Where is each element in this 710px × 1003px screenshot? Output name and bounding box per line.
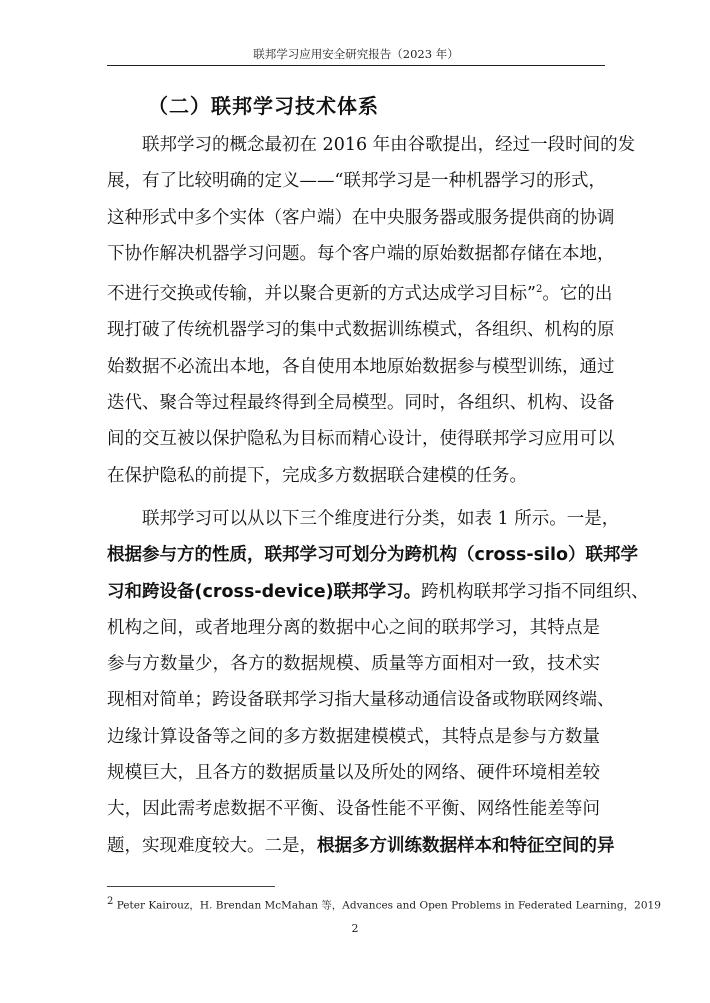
- running-header: 联邦学习应用安全研究报告（2023 年）: [253, 47, 459, 61]
- text-line: 参与方数量少，各方的数据规模、质量等方面相对一致，技术实: [107, 654, 600, 675]
- section-heading: （二）联邦学习技术体系: [148, 94, 379, 118]
- text-line: 大，因此需考虑数据不平衡、设备性能不平衡、网络性能差等问: [107, 799, 600, 820]
- text-segment-bold: 根据多方训练数据样本和特征空间的异: [317, 835, 615, 856]
- text-segment: 不进行交换或传输，并以聚合更新的方式达成学习目标”: [107, 284, 536, 305]
- text-segment: 。它的出: [542, 284, 613, 305]
- text-line: 始数据不必流出本地，各自使用本地原始数据参与模型训练，通过: [107, 356, 615, 377]
- text-line: 间的交互被以保护隐私为目标而精心设计，使得联邦学习应用可以: [107, 429, 615, 450]
- text-line: 现相对简单；跨设备联邦学习指大量移动通信设备或物联网终端、: [107, 690, 615, 711]
- text-line: [107, 272, 613, 312]
- text-line: 现打破了传统机器学习的集中式数据训练模式，各组织、机构的原: [107, 320, 615, 341]
- footnote-rule: [107, 886, 275, 887]
- text-segment: 题，实现难度较大。二是，: [107, 835, 317, 856]
- text-line: 这种形式中多个实体（客户端）在中央服务器或服务提供商的协调: [107, 207, 615, 228]
- text-line: 迭代、聚合等过程最终得到全局模型。同时，各组织、机构、设备: [107, 392, 615, 413]
- footnote-marker: 2: [107, 896, 114, 907]
- text-line-bold: 根据参与方的性质，联邦学习可划分为跨机构（cross-silo）联邦学: [107, 545, 639, 566]
- text-line: 联邦学习的概念最初在 2016 年由谷歌提出，经过一段时间的发: [142, 135, 636, 155]
- footnote-reference[interactable]: 2: [535, 284, 543, 296]
- text-line: 规模巨大，且各方的数据质量以及所处的网络、硬件环境相差较: [107, 763, 600, 784]
- text-line: 下协作解决机器学习问题。每个客户端的原始数据都存储在本地，: [107, 243, 615, 264]
- text-segment: 跨机构联邦学习指不同组织、: [421, 581, 649, 602]
- text-line: 展，有了比较明确的定义——“联邦学习是一种机器学习的形式，: [107, 171, 606, 192]
- text-segment-bold: 习和跨设备(cross-device)联邦学习。: [107, 581, 422, 602]
- paragraph-classification: [107, 501, 649, 864]
- page-number: 2: [351, 922, 359, 935]
- footnote: [107, 896, 661, 913]
- text-line: 联邦学习可以从以下三个维度进行分类，如表 1 所示。一是，: [142, 509, 620, 529]
- footnote-text: Peter Kairouz，H. Brendan McMahan 等，Advances and Open Problems in Federated Learning，2019: [116, 899, 661, 912]
- text-line: 在保护隐私的前提下，完成多方数据联合建模的任务。: [107, 465, 527, 486]
- text-line: [107, 828, 615, 864]
- text-line: 机构之间，或者地理分离的数据中心之间的联邦学习，其特点是: [107, 617, 600, 638]
- text-line: [107, 574, 649, 610]
- text-line: 边缘计算设备等之间的多方数据建模模式，其特点是参与方数量: [107, 726, 600, 747]
- paragraph-definition: [107, 127, 636, 494]
- header-rule: [107, 65, 605, 66]
